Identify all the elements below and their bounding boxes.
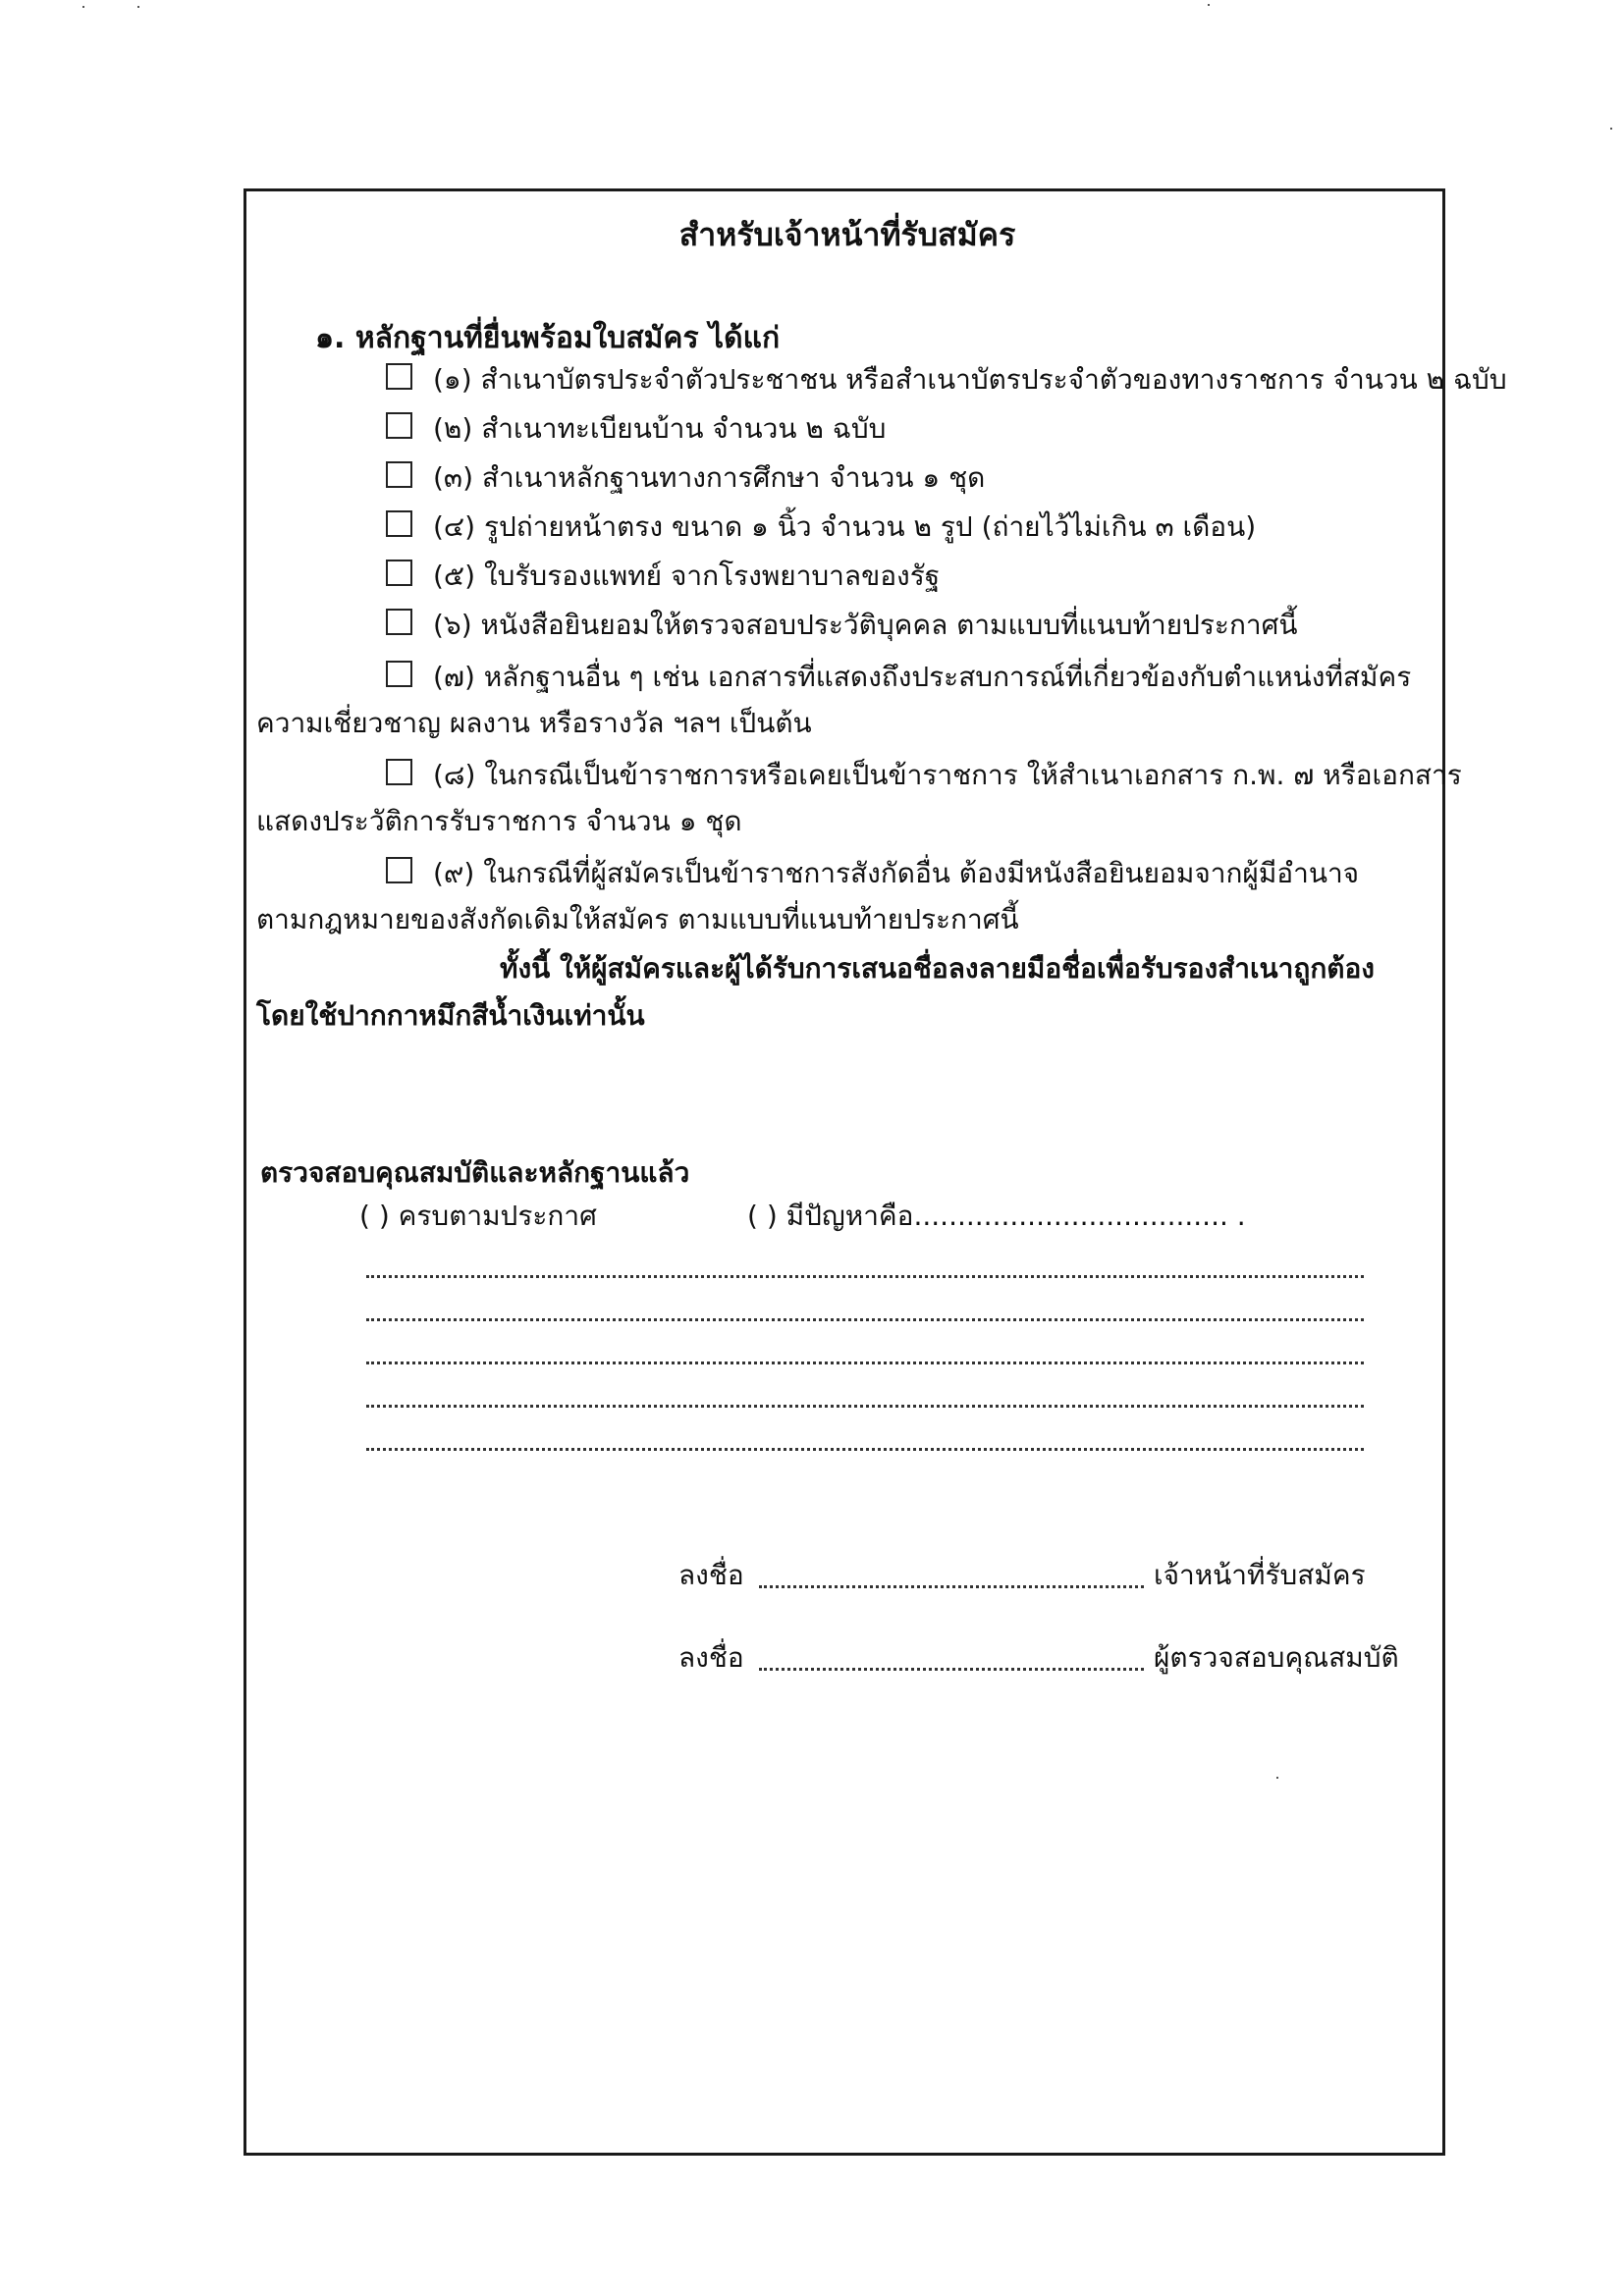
checkbox-item-5[interactable]	[386, 560, 412, 586]
scan-speck	[137, 6, 139, 8]
checkbox-item-3[interactable]	[386, 461, 412, 488]
note-line-1: ทั้งนี้ ให้ผู้สมัครและผู้ได้รับการเสนอชื่อลงลายมือชื่อเพื่อรับรองสำเนาถูกต้อง	[500, 952, 1375, 985]
signature-1-role: เจ้าหน้าที่รับสมัคร	[1154, 1559, 1366, 1591]
note-dotted-line-5[interactable]	[366, 1448, 1364, 1451]
checkbox-item-6[interactable]	[386, 609, 412, 635]
item-7-text: (๗) หลักฐานอื่น ๆ เช่น เอกสารที่แสดงถึงประสบการณ์ที่เกี่ยวข้องกับตำแหน่งที่สมัคร	[433, 661, 1412, 693]
signature-2-line[interactable]	[759, 1668, 1144, 1671]
checkbox-item-4[interactable]	[386, 510, 412, 537]
item-2-text: (๒) สำเนาทะเบียนบ้าน จำนวน ๒ ฉบับ	[433, 412, 887, 445]
item-9-continuation: ตามกฎหมายของสังกัดเดิมให้สมัคร ตามแบบที่แนบท้ายประกาศนี้	[256, 903, 1019, 935]
note-dotted-line-4[interactable]	[366, 1405, 1364, 1408]
item-8-continuation: แสดงประวัติการรับราชการ จำนวน ๑ ชุด	[256, 805, 742, 837]
item-5-text: (๕) ใบรับรองแพทย์ จากโรงพยาบาลของรัฐ	[433, 560, 941, 592]
item-4-text: (๔) รูปถ่ายหน้าตรง ขนาด ๑ นิ้ว จำนวน ๒ รูป (ถ่ายไว้ไม่เกิน ๓ เดือน)	[433, 510, 1257, 543]
scan-speck	[1610, 128, 1612, 130]
scan-speck	[1208, 4, 1210, 6]
checkbox-item-8[interactable]	[386, 759, 412, 785]
signature-2-prefix: ลงชื่อ	[678, 1641, 744, 1674]
verify-option-complete[interactable]: ( ) ครบตามประกาศ	[359, 1200, 597, 1232]
checkbox-item-1[interactable]	[386, 363, 412, 390]
signature-1-prefix: ลงชื่อ	[678, 1559, 744, 1591]
form-frame	[244, 188, 1507, 2156]
signature-1-line[interactable]	[759, 1585, 1144, 1588]
note-line-2: โดยใช้ปากกาหมึกสีน้ำเงินเท่านั้น	[256, 999, 645, 1032]
checkbox-item-7[interactable]	[386, 661, 412, 687]
item-3-text: (๓) สำเนาหลักฐานทางการศึกษา จำนวน ๑ ชุด	[433, 461, 986, 494]
item-8-text: (๘) ในกรณีเป็นข้าราชการหรือเคยเป็นข้าราชการ ให้สำเนาเอกสาร ก.พ. ๗ หรือเอกสาร	[433, 759, 1462, 791]
note-dotted-line-2[interactable]	[366, 1318, 1364, 1321]
scan-speck	[82, 6, 84, 8]
section-heading: ๑. หลักฐานที่ยื่นพร้อมใบสมัคร ได้แก่	[315, 321, 781, 355]
checkbox-item-2[interactable]	[386, 412, 412, 439]
item-6-text: (๖) หนังสือยินยอมให้ตรวจสอบประวัติบุคคล ตามแบบที่แนบท้ายประกาศนี้	[433, 609, 1298, 641]
verify-heading: ตรวจสอบคุณสมบัติและหลักฐานแล้ว	[260, 1156, 690, 1189]
item-7-continuation: ความเชี่ยวชาญ ผลงาน หรือรางวัล ฯลฯ เป็นต้น	[256, 707, 812, 739]
signature-2-role: ผู้ตรวจสอบคุณสมบัติ	[1154, 1641, 1399, 1674]
checkbox-item-9[interactable]	[386, 857, 412, 883]
item-1-text: (๑) สำเนาบัตรประจำตัวประชาชน หรือสำเนาบัตรประจำตัวของทางราชการ จำนวน ๒ ฉบับ	[433, 363, 1507, 396]
note-dotted-line-3[interactable]	[366, 1362, 1364, 1364]
note-dotted-line-1[interactable]	[366, 1275, 1364, 1278]
item-9-text: (๙) ในกรณีที่ผู้สมัครเป็นข้าราชการสังกัดอื่น ต้องมีหนังสือยินยอมจากผู้มีอำนาจ	[433, 857, 1360, 889]
verify-option-problem[interactable]: ( ) มีปัญหาคือ.................................... .	[747, 1200, 1246, 1232]
form-title: สำหรับเจ้าหน้าที่รับสมัคร	[678, 216, 1016, 253]
